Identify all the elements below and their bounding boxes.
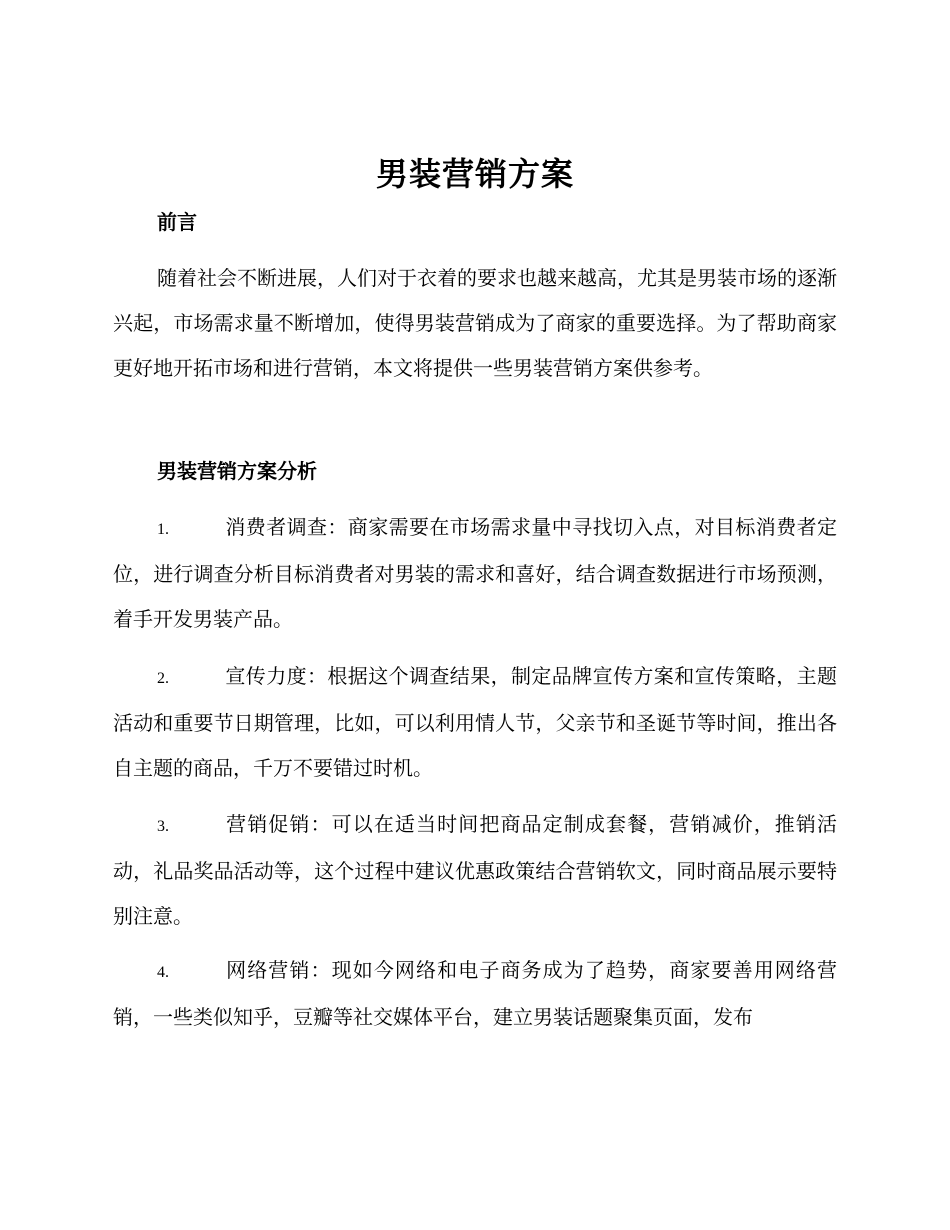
list-item-text: 消费者调查：商家需要在市场需求量中寻找切入点，对目标消费者定位，进行调查分析目标消费者对男装的需求和喜好，结合调查数据进行市场预测，着手开发男装产品。 (113, 515, 837, 631)
list-item-number: 3. (157, 818, 169, 835)
list-item-text: 网络营销：现如今网络和电子商务成为了趋势，商家要善用网络营销，一些类似知乎，豆瓣等社交媒体平台，建立男装话题聚集页面，发布 (113, 958, 837, 1029)
list-item-number: 4. (157, 964, 169, 981)
preface-paragraph: 随着社会不断进展，人们对于衣着的要求也越来越高，尤其是男装市场的逐渐兴起，市场需求量不断增加，使得男装营销成为了商家的重要选择。为了帮助商家更好地开拓市场和进行营销，本文将提供一些男装营销方案供参考。 (113, 266, 837, 380)
list-item-number: 1. (157, 521, 169, 538)
document-title: 男装营销方案 (375, 155, 574, 193)
list-item (113, 505, 837, 642)
list-item-number: 2. (157, 670, 169, 687)
list-item (113, 802, 837, 939)
list-item-text: 宣传力度：根据这个调查结果，制定品牌宣传方案和宣传策略，主题活动和重要节日期管理，比如，可以利用情人节，父亲节和圣诞节等时间，推出各自主题的商品，千万不要错过时机。 (113, 664, 837, 780)
list-item (113, 654, 837, 791)
list-item-text: 营销促销：可以在适当时间把商品定制成套餐，营销减价，推销活动，礼品奖品活动等，这个过程中建议优惠政策结合营销软文，同时商品展示要特别注意。 (113, 812, 837, 928)
section-heading-preface: 前言 (157, 210, 197, 234)
section-heading-analysis: 男装营销方案分析 (157, 459, 317, 483)
list-item (113, 948, 837, 1040)
